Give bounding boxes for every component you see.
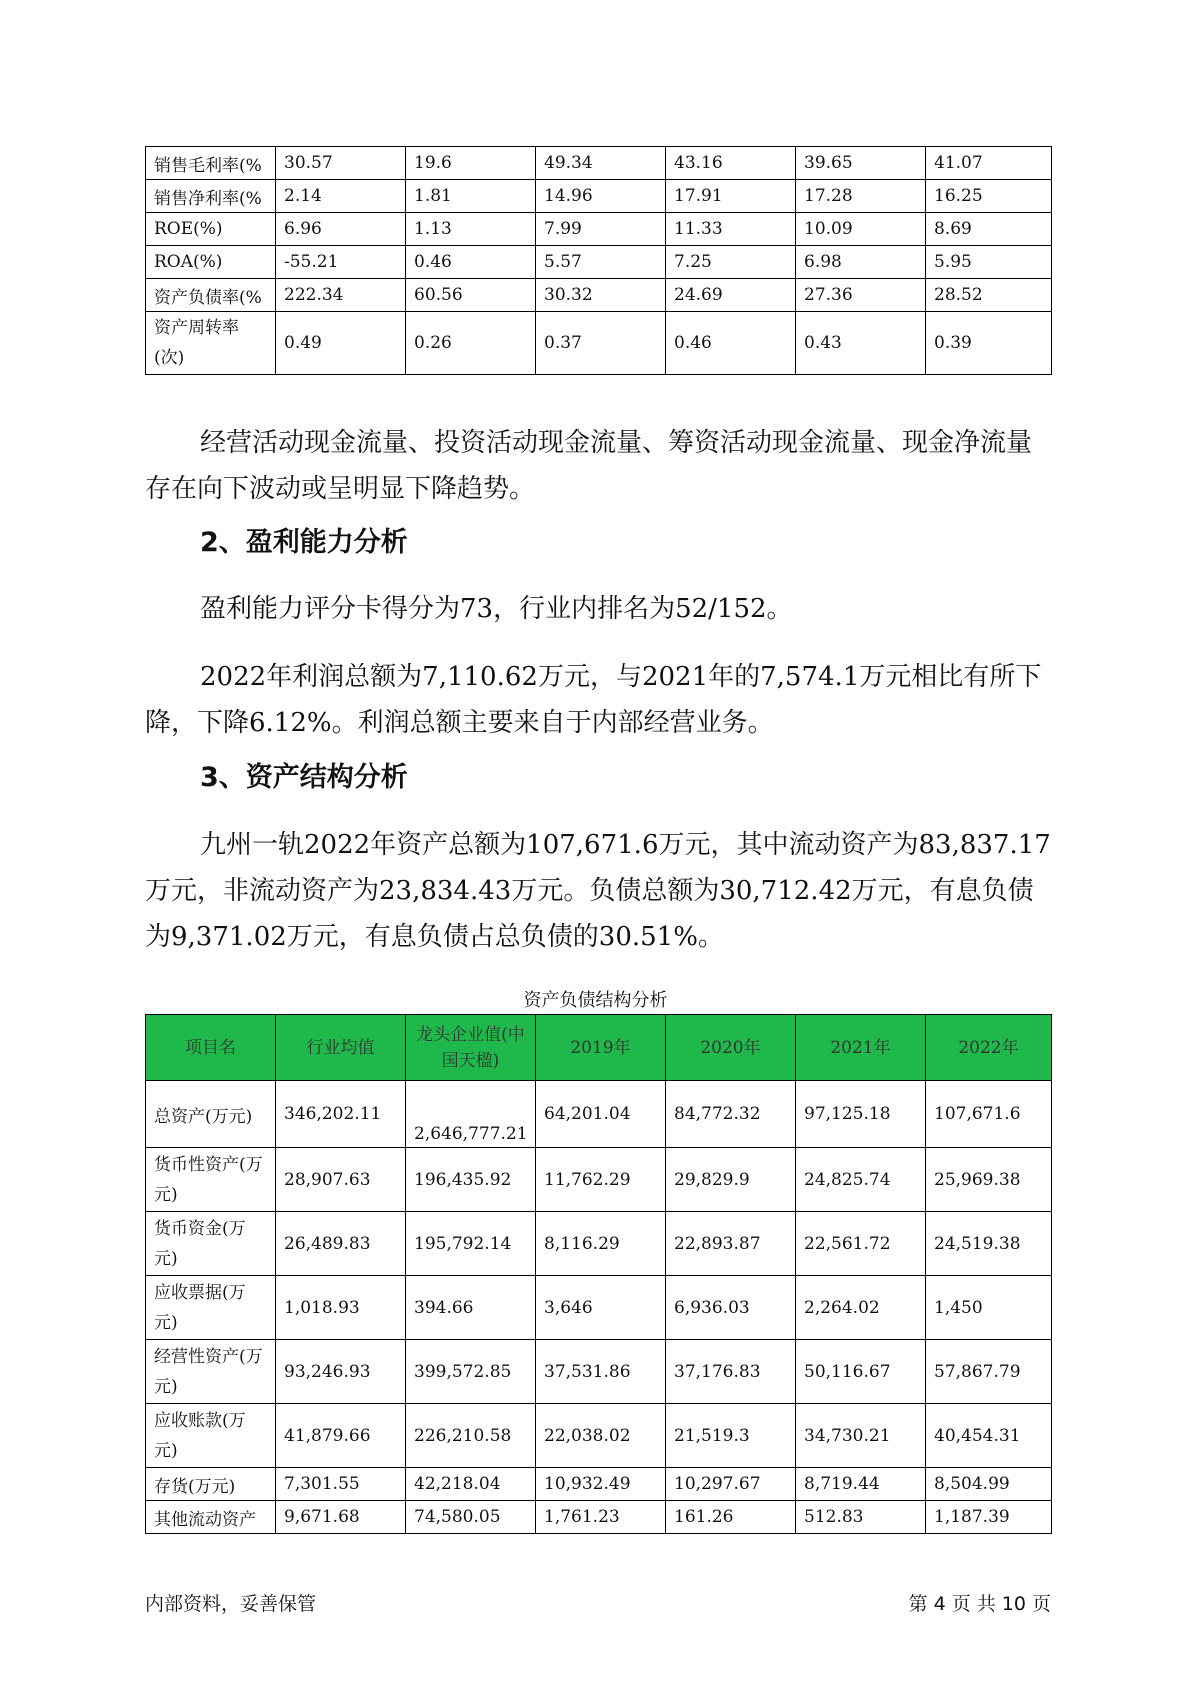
section-heading-profitability: 2、盈利能力分析 <box>200 527 408 558</box>
table-cell: 6,936.03 <box>666 1276 796 1340</box>
row-label: ROA(%) <box>146 246 276 279</box>
table-cell: 7.99 <box>536 213 666 246</box>
table-cell: 1,761.23 <box>536 1501 666 1534</box>
table-cell: 74,580.05 <box>406 1501 536 1534</box>
table-cell: 512.83 <box>796 1501 926 1534</box>
table-cell: 27.36 <box>796 279 926 312</box>
table-cell: 0.49 <box>276 312 406 375</box>
table-cell: 9,671.68 <box>276 1501 406 1534</box>
table-cell: 40,454.31 <box>926 1404 1052 1468</box>
table-cell: 6.98 <box>796 246 926 279</box>
footer-page-number: 第 4 页 共 10 页 <box>908 1593 1051 1615</box>
table-cell: 24,519.38 <box>926 1212 1052 1276</box>
table-cell: 226,210.58 <box>406 1404 536 1468</box>
table-cell: 1,187.39 <box>926 1501 1052 1534</box>
row-label: 经营性资产(万元) <box>146 1340 276 1404</box>
table-cell: 17.28 <box>796 180 926 213</box>
row-label: 货币资金(万元) <box>146 1212 276 1276</box>
table-cell: 30.32 <box>536 279 666 312</box>
table-cell: 11,762.29 <box>536 1148 666 1212</box>
column-header: 龙头企业值(中国天楹) <box>406 1015 536 1081</box>
table-cell: 2.14 <box>276 180 406 213</box>
table-cell: 0.37 <box>536 312 666 375</box>
table-cell: 42,218.04 <box>406 1468 536 1501</box>
balance-structure-table <box>145 1014 1052 1534</box>
table-cell: 28.52 <box>926 279 1052 312</box>
table-row <box>146 180 1052 213</box>
table-cell: 2,264.02 <box>796 1276 926 1340</box>
table-row <box>146 246 1052 279</box>
table-row <box>146 1340 1052 1404</box>
table-cell: 30.57 <box>276 147 406 180</box>
table-row <box>146 1501 1052 1534</box>
table-cell: 60.56 <box>406 279 536 312</box>
column-header: 项目名 <box>146 1015 276 1081</box>
row-label: ROE(%) <box>146 213 276 246</box>
table-cell: 1.13 <box>406 213 536 246</box>
table-cell: 5.57 <box>536 246 666 279</box>
table-cell: 25,969.38 <box>926 1148 1052 1212</box>
table-cell: 10,297.67 <box>666 1468 796 1501</box>
table-cell: 37,176.83 <box>666 1340 796 1404</box>
table-cell: 50,116.67 <box>796 1340 926 1404</box>
row-label: 货币性资产(万元) <box>146 1148 276 1212</box>
table-cell: 49.34 <box>536 147 666 180</box>
table-row <box>146 1212 1052 1276</box>
row-label: 资产负债率(% <box>146 279 276 312</box>
table-cell: 19.6 <box>406 147 536 180</box>
table-cell: 7,301.55 <box>276 1468 406 1501</box>
table-cell: 84,772.32 <box>666 1081 796 1148</box>
table-cell: 3,646 <box>536 1276 666 1340</box>
table-cell: -55.21 <box>276 246 406 279</box>
table-cell: 10,932.49 <box>536 1468 666 1501</box>
table-cell: 10.09 <box>796 213 926 246</box>
table-cell: 394.66 <box>406 1276 536 1340</box>
table-cell: 29,829.9 <box>666 1148 796 1212</box>
column-header: 2019年 <box>536 1015 666 1081</box>
table-row <box>146 1404 1052 1468</box>
profit-total-paragraph: 2022年利润总额为7,110.62万元，与2021年的7,574.1万元相比有所下降，下降6.12%。利润总额主要来自于内部经营业务。 <box>145 662 1042 738</box>
table-cell: 1,450 <box>926 1276 1052 1340</box>
table-cell: 41,879.66 <box>276 1404 406 1468</box>
table-cell: 8,116.29 <box>536 1212 666 1276</box>
table-cell: 8,719.44 <box>796 1468 926 1501</box>
table-cell: 0.46 <box>406 246 536 279</box>
table-cell: 7.25 <box>666 246 796 279</box>
table-header-row <box>146 1015 1052 1081</box>
column-header: 2020年 <box>666 1015 796 1081</box>
table-cell: 8.69 <box>926 213 1052 246</box>
column-header: 2022年 <box>926 1015 1052 1081</box>
profitability-score-paragraph: 盈利能力评分卡得分为73，行业内排名为52/152。 <box>200 594 793 624</box>
table-cell: 24.69 <box>666 279 796 312</box>
table-row <box>146 279 1052 312</box>
table-row <box>146 1468 1052 1501</box>
column-header: 2021年 <box>796 1015 926 1081</box>
table-cell: 14.96 <box>536 180 666 213</box>
table-cell: 0.43 <box>796 312 926 375</box>
table-cell: 6.96 <box>276 213 406 246</box>
table-cell: 2,646,777.21 <box>406 1081 536 1148</box>
row-label: 总资产(万元) <box>146 1081 276 1148</box>
asset-structure-paragraph: 九州一轨2022年资产总额为107,671.6万元，其中流动资产为83,837.17万元，非流动资产为23,834.43万元。负债总额为30,712.42万元，有息负债为9,371.02万元，有息负债占总负债的30.51%。 <box>145 830 1051 952</box>
table-cell: 107,671.6 <box>926 1081 1052 1148</box>
table-cell: 97,125.18 <box>796 1081 926 1148</box>
table-cell: 21,519.3 <box>666 1404 796 1468</box>
table-cell: 43.16 <box>666 147 796 180</box>
table-cell: 222.34 <box>276 279 406 312</box>
row-label: 存货(万元) <box>146 1468 276 1501</box>
table-row <box>146 147 1052 180</box>
table-cell: 11.33 <box>666 213 796 246</box>
row-label: 销售毛利率(% <box>146 147 276 180</box>
table-cell: 346,202.11 <box>276 1081 406 1148</box>
cashflow-paragraph: 经营活动现金流量、投资活动现金流量、筹资活动现金流量、现金净流量存在向下波动或呈明显下降趋势。 <box>145 428 1033 504</box>
table-cell: 196,435.92 <box>406 1148 536 1212</box>
row-label: 资产周转率(次) <box>146 312 276 375</box>
table-cell: 64,201.04 <box>536 1081 666 1148</box>
table-cell: 1,018.93 <box>276 1276 406 1340</box>
table-cell: 22,561.72 <box>796 1212 926 1276</box>
row-label: 其他流动资产 <box>146 1501 276 1534</box>
table-cell: 28,907.63 <box>276 1148 406 1212</box>
row-label: 应收账款(万元) <box>146 1404 276 1468</box>
table-cell: 93,246.93 <box>276 1340 406 1404</box>
table-cell: 1.81 <box>406 180 536 213</box>
footer-confidential-note: 内部资料，妥善保管 <box>145 1593 317 1615</box>
table-row <box>146 1276 1052 1340</box>
table-cell: 22,893.87 <box>666 1212 796 1276</box>
table-cell: 41.07 <box>926 147 1052 180</box>
table-cell: 0.46 <box>666 312 796 375</box>
table-cell: 17.91 <box>666 180 796 213</box>
table-cell: 0.39 <box>926 312 1052 375</box>
table-cell: 195,792.14 <box>406 1212 536 1276</box>
table-cell: 8,504.99 <box>926 1468 1052 1501</box>
table-row <box>146 1081 1052 1148</box>
table-cell: 37,531.86 <box>536 1340 666 1404</box>
table-row <box>146 312 1052 375</box>
table-cell: 22,038.02 <box>536 1404 666 1468</box>
table-cell: 5.95 <box>926 246 1052 279</box>
table-cell: 399,572.85 <box>406 1340 536 1404</box>
row-label: 销售净利率(% <box>146 180 276 213</box>
table-cell: 39.65 <box>796 147 926 180</box>
row-label: 应收票据(万元) <box>146 1276 276 1340</box>
table-row <box>146 213 1052 246</box>
section-heading-asset-structure: 3、资产结构分析 <box>200 762 408 793</box>
table-cell: 16.25 <box>926 180 1052 213</box>
table-cell: 0.26 <box>406 312 536 375</box>
table-cell: 34,730.21 <box>796 1404 926 1468</box>
table-caption: 资产负债结构分析 <box>523 990 668 1011</box>
column-header: 行业均值 <box>276 1015 406 1081</box>
table-cell: 161.26 <box>666 1501 796 1534</box>
table-cell: 26,489.83 <box>276 1212 406 1276</box>
ratio-table <box>145 146 1052 375</box>
table-cell: 24,825.74 <box>796 1148 926 1212</box>
table-cell: 57,867.79 <box>926 1340 1052 1404</box>
table-row <box>146 1148 1052 1212</box>
